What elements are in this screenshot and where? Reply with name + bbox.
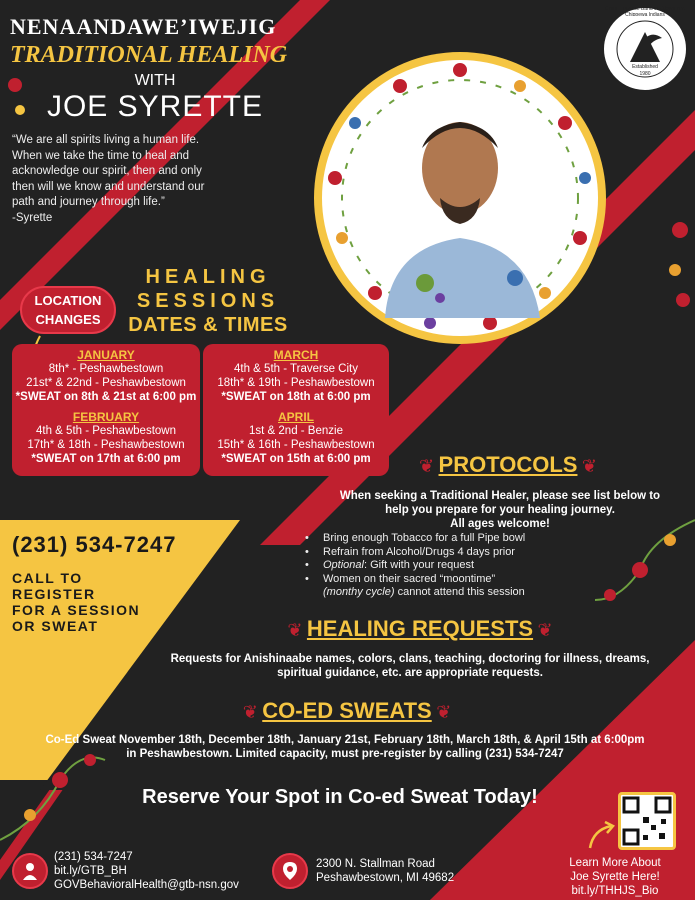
call-line-3: FOR A SESSION: [12, 602, 141, 618]
sessions-box-mar-apr: [203, 344, 389, 476]
learn-line-1: Learn More About: [569, 857, 661, 869]
protocol-optional: Optional: [323, 559, 364, 571]
protocol-cannot: cannot attend this session: [394, 586, 525, 598]
jan-sweat: *SWEAT on 8th & 21st at 6:00 pm: [15, 391, 197, 403]
sweats-heading-wrap: [222, 698, 472, 724]
quote-attribution: -Syrette: [12, 211, 53, 224]
healer-name: JOE SYRETTE: [46, 90, 264, 123]
requests-body: [150, 652, 670, 680]
protocols-intro-1: When seeking a Traditional Healer, please see list below to: [339, 490, 661, 502]
feb-line-2: 17th* & 18th - Peshawbestown: [27, 439, 185, 451]
location-pin-icon: [272, 853, 308, 889]
sweats-preregister: must pre-register by calling (231) 534-7247: [331, 748, 564, 760]
arrow-icon: [585, 818, 619, 852]
title-nenaandawe: NENAANDAWE’IWEJIG: [10, 14, 277, 39]
quote-text: “We are all spirits living a human life. When we take the time to heal and acknowledge our spirit, then and only then will we know and understand our path and journey through life.”: [12, 134, 205, 208]
month-february: FEBRUARY: [72, 410, 140, 424]
flower-icon: ❦: [581, 456, 598, 476]
requests-line-2: spiritual guidance, etc. are appropriate requests.: [277, 667, 543, 679]
protocol-item: • Women on their sacred “moontime”: [305, 573, 575, 587]
seal-year: 1980: [639, 71, 651, 77]
protocols-list: [305, 532, 575, 600]
protocol-optional-rest: : Gift with your request: [363, 559, 475, 571]
protocol-item: • Refrain from Alcohol/Drugs 4 days prior: [305, 546, 575, 560]
floral-beadwork-icon: [0, 70, 40, 130]
badge-line-1: LOCATION: [34, 293, 102, 308]
title-traditional-healing: TRADITIONAL HEALING: [10, 42, 288, 68]
protocol-item-continuation: [305, 586, 575, 600]
flower-icon: ❦: [418, 456, 435, 476]
sessions-heading-3: DATES & TIMES: [128, 314, 288, 336]
seal-established: Established: [632, 64, 658, 70]
address-line-1: 2300 N. Stallman Road: [316, 858, 435, 870]
call-phone-number[interactable]: (231) 534-7247: [12, 532, 177, 557]
sessions-heading-1: HEALING: [145, 266, 271, 288]
protocols-intro-2: help you prepare for your healing journey.: [385, 504, 615, 516]
footer-email[interactable]: GOVBehavioralHealth@gtb-nsn.gov: [54, 879, 239, 891]
mar-line-2: 18th* & 19th - Peshawbestown: [217, 377, 375, 389]
jan-line-2: 21st* & 22nd - Peshawbestown: [26, 377, 186, 389]
protocol-item: [305, 559, 575, 573]
reserve-cta: Reserve Your Spot in Co-ed Sweat Today!: [142, 786, 538, 808]
month-march: MARCH: [273, 348, 319, 362]
flower-icon: ❦: [287, 620, 303, 640]
apr-line-1: 1st & 2nd - Benzie: [249, 425, 343, 437]
learn-line-2: Joe Syrette Here!: [570, 871, 660, 883]
floral-beadwork-icon: [0, 740, 110, 850]
location-changes-badge: [20, 286, 116, 334]
portrait-medallion: [290, 48, 630, 348]
requests-heading: HEALING REQUESTS: [306, 616, 534, 641]
call-line-2: REGISTER: [12, 586, 96, 602]
month-january: JANUARY: [77, 348, 135, 362]
protocols-heading-wrap: [410, 452, 606, 478]
flower-icon: ❦: [537, 620, 553, 640]
person-icon: [12, 853, 48, 889]
protocols-heading: PROTOCOLS: [438, 452, 578, 477]
sweats-heading: CO-ED SWEATS: [262, 698, 432, 723]
quote: [12, 133, 212, 226]
sweats-line-2: in Peshawbestown. Limited capacity,: [126, 748, 332, 760]
sessions-box-jan-feb: [12, 344, 200, 476]
qr-code-icon[interactable]: [618, 792, 676, 850]
seal-arc-text: Grand Traverse Band of Ottawa and Chippewa Indians: [604, 6, 686, 16]
tribal-seal: [600, 4, 690, 94]
sweats-line-1: Co-Ed Sweat November 18th, December 18th, January 21st, February 18th, March 18th, & April 15th at 6:00pm: [45, 734, 645, 746]
requests-heading-wrap: [270, 616, 570, 642]
call-line-1: CALL TO: [12, 570, 83, 586]
protocols-intro-3: All ages welcome!: [450, 518, 550, 530]
feb-sweat: *SWEAT on 17th at 6:00 pm: [31, 453, 181, 465]
requests-line-1: Requests for Anishinaabe names, colors, clans, teaching, doctoring for illness, dreams,: [170, 653, 650, 665]
address-line-2: Peshawbestown, MI 49682: [316, 872, 455, 884]
footer-address: [316, 857, 486, 885]
mar-sweat: *SWEAT on 18th at 6:00 pm: [221, 391, 371, 403]
apr-sweat: *SWEAT on 15th at 6:00 pm: [221, 453, 371, 465]
call-to-register: [12, 570, 162, 634]
jan-line-1: 8th* - Peshawbestown: [48, 363, 164, 375]
learn-line-3[interactable]: bit.ly/THHJS_Bio: [571, 885, 659, 897]
month-april: APRIL: [278, 410, 314, 424]
learn-more: [540, 856, 690, 898]
sessions-heading-2: SESSIONS: [136, 290, 280, 312]
protocol-item: • Bring enough Tobacco for a full Pipe bowl: [305, 532, 575, 546]
sweats-body: [30, 733, 660, 761]
feb-line-1: 4th & 5th - Peshawbestown: [36, 425, 176, 437]
footer-phone[interactable]: (231) 534-7247: [54, 851, 133, 863]
title-with: WITH: [134, 72, 176, 89]
footer-contact: [54, 850, 264, 892]
footer-link[interactable]: bit.ly/GTB_BH: [54, 865, 127, 877]
mar-line-1: 4th & 5th - Traverse City: [234, 363, 358, 375]
protocol-monthy: (monthy cycle): [323, 586, 395, 598]
flower-icon: ❦: [436, 702, 452, 722]
floral-beadwork-icon: [655, 200, 695, 320]
floral-beadwork-icon: [590, 510, 695, 610]
badge-line-2: CHANGES: [35, 312, 101, 327]
apr-line-2: 15th* & 16th - Peshawbestown: [217, 439, 375, 451]
call-line-4: OR SWEAT: [12, 618, 99, 634]
flower-icon: ❦: [242, 702, 258, 722]
